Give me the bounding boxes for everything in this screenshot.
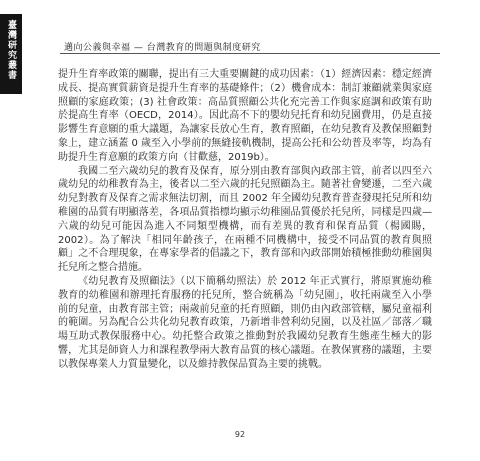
header-divider — [60, 53, 440, 54]
paragraph-2: 我國二至六歲幼兒的教育及保育，原分別由教育部與內政部主管，前者以四至六歲幼兒的幼稚教育為主，後者以二至六歲的托兒照顧為主。隨著社會變遷，二至六歲幼兒對教育及保育之需求無法切割，而且 2002 年全國幼兒教育普查發現托兒所和幼稚園的品質有明顯落差，各項品質指標均顯示幼稚園品質優於托兒所，同樣是四歲—六歲的幼兒可能因為進入不同類型機構，而有差異的教育和保育品質（楊國賜，2002）。為了解決「相同年齡孩子，在兩種不同機構中，接受不同品質的教育與照顧」之不合理現象，在專家學者的倡議之下，教育部和內政部開始積極推動幼稚園與托兒所之整合措施。 — [58, 165, 432, 274]
side-tab — [0, 14, 22, 94]
paragraph-1: 提升生育率政策的關聯，提出有三大重要關鍵的成功因素：（1）經濟因素：穩定經濟成長、提高實質薪資是提升生育率的基礎條件；（2）機會成本：制訂兼顧就業與家庭照顧的家庭政策；(3) 社會政策：高品質照顧公共化充完善工作與家庭調和政策有助於提高生育率（OECD，2014）。因此高不下的嬰幼兒托育和幼兒園費用，仍是直接影響生育意願的重大議題，為讓家長放心生育，教育照顧，在幼兒教育及教保照顧對象上，建立涵蓋 0 歲至入小學前的無縫接軌機制，提高公托和公幼普及率等，均為有助提升生育意願的政策方向（甘歡慈，2019b）。 — [58, 69, 432, 163]
running-header: 邁向公義與幸福 — 台灣教育的問題與制度研究 — [64, 43, 261, 53]
paragraph-3: 《幼兒教育及照顧法》（以下簡稱幼照法）於 2012 年正式實行，將原實施幼稚教育的幼稚園和辦理托育服務的托兒所，整合統稱為「幼兒園」，收托兩歲至入小學前的兒童，由教育部主管；兩歲前兒童的托育照顧，則仍由內政部管轄，屬兒童福利的範圍。另為配合公共化幼兒教育政策，乃新增非營利幼兒園，以及社區／部落／職場互助式教保服務中心。幼托整合政策之推動對於我國幼兒教育生態產生極大的影響，尤其是師資人力和課程教學兩大教育品質的核心議題。在教保實務的議題，主要以教保專業人力質量變化，以及維持教保品質為主要的挑戰。 — [58, 275, 432, 370]
page-number: 92 — [234, 430, 246, 439]
side-tab-label: 臺灣研究叢書 — [6, 20, 16, 80]
body-text — [58, 68, 432, 372]
